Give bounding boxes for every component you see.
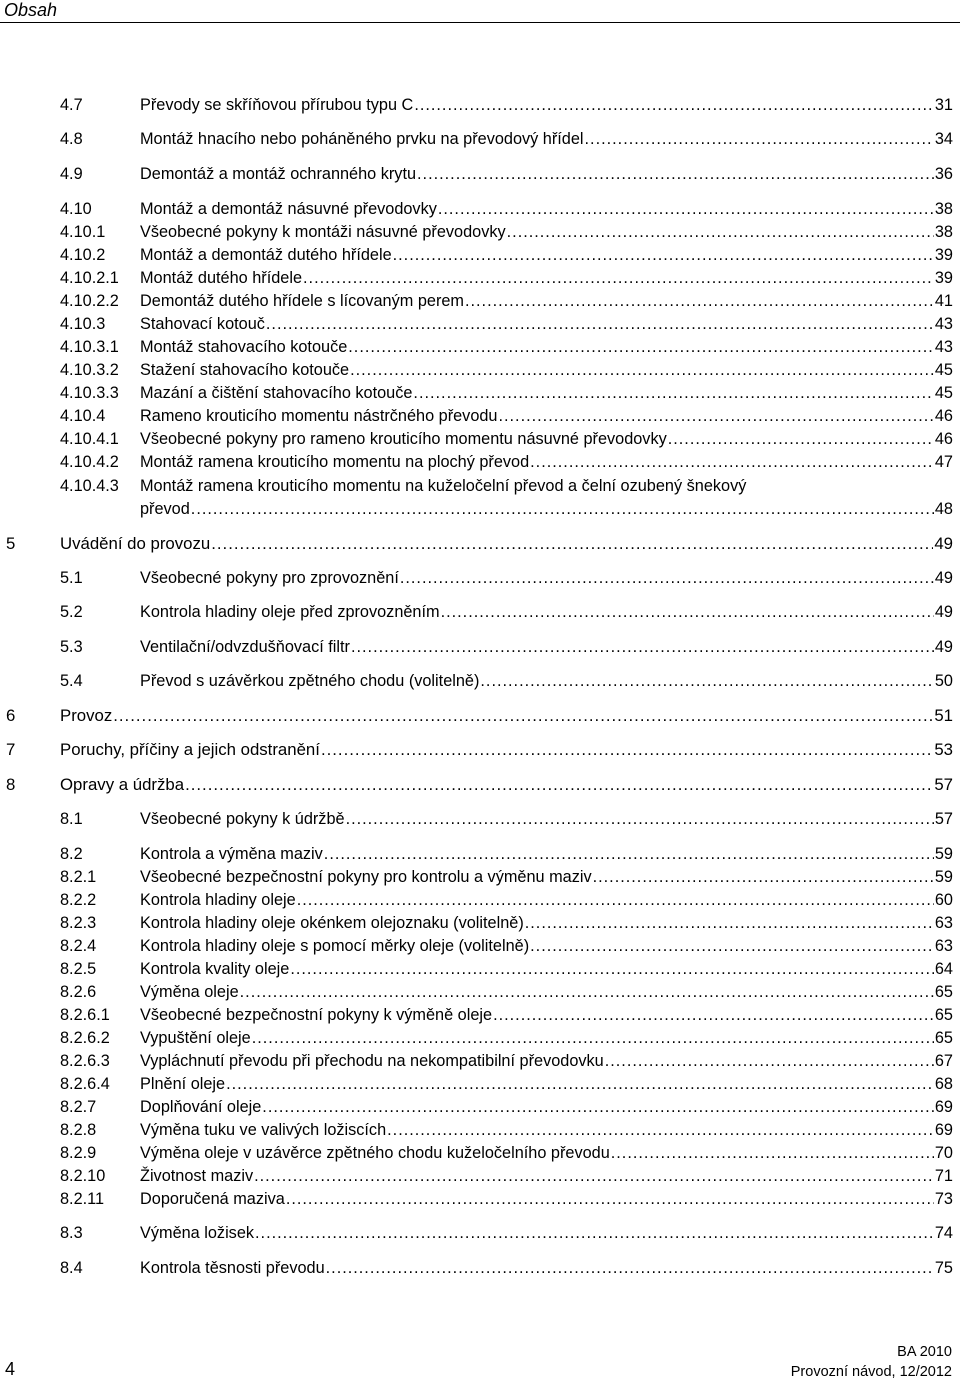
toc-entry-title: Kontrola hladiny oleje okénkem olejoznaku (volitelně) [140,914,524,932]
toc-dot-leader [266,313,934,335]
toc-entry[interactable] [0,843,960,865]
toc-entry-page: 69 [934,1121,953,1139]
toc-entry-page: 39 [934,246,953,264]
toc-entry-number: 8.2.11 [60,1190,105,1208]
toc-entry-title: Všeobecné pokyny k montáži násuvné převodovky [140,223,506,241]
toc-chapter-entry[interactable] [0,774,960,796]
toc-dot-leader [226,1073,934,1095]
toc-entry-line [140,290,953,312]
toc-entry-page: 64 [934,960,953,978]
toc-entry[interactable] [0,1142,960,1164]
toc-entry[interactable] [0,359,960,381]
toc-entry-number: 8.2.9 [60,1144,97,1162]
toc-entry-page: 39 [934,269,953,287]
toc-entry-number: 8.2.8 [60,1121,97,1139]
toc-entry[interactable] [0,451,960,473]
toc-entry-title: Plnění oleje [140,1075,226,1093]
toc-entry[interactable] [0,636,960,658]
toc-dot-leader [303,267,934,289]
toc-entry-number: 8.2.1 [60,868,97,886]
toc-entry-number: 8 [6,775,16,794]
toc-entry-title: Stahovací kotouč [140,315,265,333]
toc-entry-line [140,1096,953,1118]
toc-entry-title: Kontrola hladiny oleje [140,891,296,909]
toc-entry-line [60,774,953,796]
toc-dot-leader [668,428,934,450]
toc-chapter-entry[interactable] [0,533,960,555]
toc-entry-title: Kontrola a výměna maziv [140,845,323,863]
toc-entry[interactable] [0,670,960,692]
toc-entry-line [140,866,953,888]
toc-entry-page: 38 [934,200,953,218]
toc-dot-leader [530,451,934,473]
toc-entry-line [140,1004,953,1026]
toc-entry-number: 4.10.2 [60,246,106,264]
toc-dot-leader [525,912,934,934]
toc-entry-number: 6 [6,706,16,725]
toc-entry[interactable] [0,981,960,1003]
toc-entry[interactable] [0,290,960,312]
toc-entry-page: 50 [934,672,953,690]
toc-entry-number: 8.2.6.2 [60,1029,110,1047]
toc-entry-line [140,912,953,934]
toc-entry-line [60,705,953,727]
toc-entry-page: 36 [934,165,953,183]
toc-entry-page: 34 [934,130,953,148]
toc-entry-line [140,198,953,220]
toc-entry-title: Stažení stahovacího kotouče [140,361,350,379]
toc-entry-title: Všeobecné pokyny k údržbě [140,810,345,828]
toc-entry-line [140,981,953,1003]
toc-entry-number: 4.10.2.1 [60,269,119,287]
toc-entry-line [140,1222,953,1244]
toc-entry-title: Montáž stahovacího kotouče [140,338,348,356]
toc-entry-number: 8.2.6.3 [60,1052,110,1070]
toc-dot-leader [321,739,933,761]
toc-entry-number: 5.2 [60,603,83,621]
toc-entry-page: 48 [934,500,953,518]
toc-entry-number: 4.10.2.2 [60,292,119,310]
toc-entry-title: Všeobecné bezpečnostní pokyny pro kontrolu a výměnu maziv [140,868,592,886]
toc-entry-line [140,359,953,381]
toc-entry[interactable] [0,866,960,888]
toc-entry-line [140,267,953,289]
toc-entry-page: 57 [934,810,953,828]
toc-dot-leader [480,670,933,692]
toc-entry-title: Mazání a čištění stahovacího kotouče [140,384,413,402]
toc-entry-line [140,1142,953,1164]
toc-dot-leader [252,1027,934,1049]
toc-dot-leader [507,221,934,243]
toc-entry[interactable] [0,1165,960,1187]
toc-dot-leader [530,935,934,957]
toc-dot-leader [438,198,934,220]
toc-entry-title: Montáž ramena krouticího momentu na plochý převod [140,453,530,471]
toc-entry[interactable] [0,1027,960,1049]
toc-entry-page: 49 [934,569,953,587]
toc-entry-line [140,636,953,658]
toc-entry-line [140,1027,953,1049]
toc-entry-line [140,221,953,243]
toc-entry-line [140,163,953,185]
toc-entry-page: 65 [934,1006,953,1024]
toc-entry-number: 4.10.3 [60,315,106,333]
toc-entry-title: Převod s uzávěrkou zpětného chodu (volitelně) [140,672,480,690]
toc-dot-leader [348,336,934,358]
toc-entry-title: Demontáž a montáž ochranného krytu [140,165,417,183]
toc-entry[interactable] [0,336,960,358]
toc-entry-number: 8.2.10 [60,1167,106,1185]
toc-entry-number: 8.2 [60,845,83,863]
toc-entry[interactable] [0,935,960,957]
toc-entry[interactable] [0,601,960,623]
toc-entry[interactable] [0,128,960,150]
toc-entry-title: Kontrola kvality oleje [140,960,290,978]
toc-entry[interactable] [0,382,960,404]
toc-entry-number: 4.7 [60,96,83,114]
toc-entry-number: 4.8 [60,130,83,148]
toc-entry-title: Doporučená maziva [140,1190,285,1208]
toc-entry-page: 49 [934,603,953,621]
toc-entry-line [60,739,953,761]
toc-entry[interactable] [0,267,960,289]
toc-entry-page: 53 [934,740,953,759]
toc-dot-leader [585,128,934,150]
toc-entry-number: 8.2.6.4 [60,1075,110,1093]
toc-entry[interactable] [0,958,960,980]
toc-entry-line [140,128,953,150]
toc-entry-page: 51 [934,706,953,725]
toc-entry-title: Montáž ramena krouticího momentu na kuželočelní převod a čelní ozubený šnekový [140,477,747,495]
toc-dot-leader [351,636,934,658]
toc-entry[interactable] [0,1222,960,1244]
toc-dot-leader [297,889,934,911]
toc-entry-page: 45 [934,361,953,379]
toc-entry-line [140,1188,953,1210]
toc-entry-page: 47 [934,453,953,471]
toc-entry-page: 60 [934,891,953,909]
toc-dot-leader [400,567,934,589]
toc-entry[interactable] [0,428,960,450]
toc-entry-title: Kontrola hladiny oleje před zprovozněním [140,603,440,621]
toc-entry-page: 46 [934,407,953,425]
toc-entry-title: Montáž dutého hřídele [140,269,303,287]
toc-dot-leader [413,382,933,404]
toc-entry-line [140,498,953,520]
toc-entry-title: Vypláchnutí převodu při přechodu na nekompatibilní převodovku [140,1052,604,1070]
toc-entry-title: Všeobecné bezpečnostní pokyny k výměně oleje [140,1006,493,1024]
toc-entry[interactable] [0,1004,960,1026]
toc-entry-title: Doplňování oleje [140,1098,262,1116]
toc-entry-page: 57 [934,775,953,794]
toc-entry-page: 49 [934,638,953,656]
toc-entry-title: převod [140,500,190,518]
toc-chapter-entry[interactable] [0,739,960,761]
toc-dot-leader [611,1142,934,1164]
toc-dot-leader [346,808,934,830]
toc-entry[interactable] [0,244,960,266]
toc-entry-line [140,313,953,335]
toc-entry-line [140,336,953,358]
toc-dot-leader [286,1188,934,1210]
toc-entry-line [140,670,953,692]
toc-dot-leader [605,1050,934,1072]
toc-entry-title: Provoz [60,706,113,725]
toc-dot-leader [465,290,934,312]
toc-entry[interactable] [0,498,960,520]
toc-dot-leader [414,94,934,116]
toc-dot-leader [417,163,934,185]
toc-entry-line [140,451,953,473]
toc-entry-number: 4.10 [60,200,92,218]
toc-entry-title: Výměna oleje [140,983,239,1001]
toc-entry-number: 4.10.3.3 [60,384,119,402]
toc-entry-page: 38 [934,223,953,241]
toc-entry-page: 43 [934,315,953,333]
toc-entry-number: 8.2.6 [60,983,97,1001]
toc-entry-title: Demontáž dutého hřídele s lícovaným perem [140,292,464,310]
toc-entry-page: 73 [934,1190,953,1208]
toc-entry[interactable] [0,221,960,243]
toc-dot-leader [493,1004,934,1026]
toc-entry-title: Výměna ložisek [140,1224,255,1242]
toc-entry-line [140,1165,953,1187]
toc-dot-leader [593,866,934,888]
toc-entry-number: 5.1 [60,569,83,587]
toc-entry-page: 31 [934,96,953,114]
toc-entry-number: 4.10.4.2 [60,453,119,471]
toc-dot-leader [441,601,934,623]
toc-entry-line [140,428,953,450]
toc-entry-line [140,1050,953,1072]
toc-dot-leader [262,1096,934,1118]
toc-entry-line [140,808,953,830]
toc-entry-number: 8.1 [60,810,83,828]
toc-entry-page: 63 [934,937,953,955]
toc-entry[interactable] [0,808,960,830]
toc-entry-title: Uvádění do provozu [60,534,211,553]
toc-entry-page: 75 [934,1259,953,1277]
toc-entry-line [140,94,953,116]
footer-doc-info [791,1342,952,1382]
toc-entry-title: Montáž a demontáž dutého hřídele [140,246,392,264]
toc-entry-number: 8.3 [60,1224,83,1242]
footer-page-number: 4 [5,1359,16,1379]
toc-dot-leader [498,405,933,427]
toc-entry-page: 59 [934,868,953,886]
toc-entry-title: Opravy a údržba [60,775,185,794]
toc-entry-line [140,382,953,404]
toc-entry-number: 5 [6,534,16,553]
toc-entry-title: Ventilační/odvzdušňovací filtr [140,638,350,656]
toc-entry-line [140,958,953,980]
toc-entry-line [140,475,953,497]
toc-dot-leader [350,359,934,381]
toc-entry-line [140,601,953,623]
toc-entry-page: 46 [934,430,953,448]
toc-dot-leader [254,1165,934,1187]
toc-entry[interactable] [0,1257,960,1279]
toc-entry[interactable] [0,475,960,497]
toc-entry[interactable] [0,1096,960,1118]
toc-entry-number: 4.10.1 [60,223,106,241]
toc-entry-line [140,1073,953,1095]
toc-entry-page: 70 [934,1144,953,1162]
toc-dot-leader [185,774,933,796]
toc-entry[interactable] [0,163,960,185]
toc-entry-number: 8.2.4 [60,937,97,955]
toc-entry-number: 8.2.7 [60,1098,97,1116]
toc-entry-number: 7 [6,740,16,759]
toc-entry-line [140,1257,953,1279]
toc-entry-page: 69 [934,1098,953,1116]
toc-dot-leader [113,705,933,727]
toc-entry[interactable] [0,405,960,427]
toc-entry[interactable] [0,198,960,220]
toc-entry-line [140,935,953,957]
toc-entry[interactable] [0,1073,960,1095]
toc-entry-number: 8.2.3 [60,914,97,932]
toc-entry-number: 8.2.6.1 [60,1006,110,1024]
toc-entry-page: 71 [934,1167,953,1185]
toc-entry-line [140,843,953,865]
toc-entry-line [140,889,953,911]
toc-entry-title: Rameno krouticího momentu nástrčného převodu [140,407,498,425]
toc-entry-page: 67 [934,1052,953,1070]
toc-entry-page: 65 [934,983,953,1001]
toc-entry-number: 8.4 [60,1259,83,1277]
toc-entry-number: 4.10.3.2 [60,361,119,379]
toc-entry-title: Životnost maziv [140,1167,254,1185]
toc-entry-page: 41 [934,292,953,310]
toc-entry-line [60,533,953,555]
footer-doc-title: Provozní návod, 12/2012 [790,1364,952,1380]
toc-entry-number: 4.9 [60,165,83,183]
toc-entry[interactable] [0,567,960,589]
toc-entry-line [140,405,953,427]
toc-entry-number: 4.10.4.1 [60,430,119,448]
toc-entry[interactable] [0,313,960,335]
toc-entry-number: 4.10.3.1 [60,338,119,356]
toc-entry-page: 68 [934,1075,953,1093]
toc-entry-number: 5.3 [60,638,83,656]
toc-entry-title: Poruchy, příčiny a jejich odstranění [60,740,320,759]
toc-entry-title: Všeobecné pokyny pro zprovoznění [140,569,399,587]
toc-dot-leader [211,533,933,555]
toc-entry[interactable] [0,1050,960,1072]
toc-entry-title: Všeobecné pokyny pro rameno krouticího momentu násuvné převodovky [140,430,667,448]
toc-entry[interactable] [0,1119,960,1141]
toc-entry-number: 4.10.4 [60,407,106,425]
toc-entry-page: 59 [934,845,953,863]
toc-entry-line [140,1119,953,1141]
toc-entry-title: Výměna oleje v uzávěrce zpětného chodu kuželočelního převodu [140,1144,610,1162]
toc-entry-page: 65 [934,1029,953,1047]
toc-entry-title: Výměna tuku ve valivých ložiscích [140,1121,387,1139]
toc-entry-number: 8.2.5 [60,960,97,978]
toc-entry-page: 63 [934,914,953,932]
toc-entry[interactable] [0,94,960,116]
toc-dot-leader [240,981,934,1003]
toc-entry-title: Vypuštění oleje [140,1029,251,1047]
toc-dot-leader [290,958,934,980]
toc-entry-number: 8.2.2 [60,891,97,909]
toc-entry-number: 5.4 [60,672,83,690]
toc-entry-line [140,244,953,266]
toc-dot-leader [324,843,934,865]
toc-entry-title: Kontrola těsnosti převodu [140,1259,325,1277]
toc-entry-line [140,567,953,589]
toc-dot-leader [255,1222,934,1244]
toc-entry-page: 45 [934,384,953,402]
toc-entry-number: 4.10.4.3 [60,477,119,495]
toc-dot-leader [387,1119,934,1141]
toc-entry[interactable] [0,1188,960,1210]
toc-entry-title: Převody se skříňovou přírubou typu C [140,96,414,114]
toc-entry-title: Montáž hnacího nebo poháněného prvku na převodový hřídel [140,130,584,148]
toc-dot-leader [191,498,934,520]
footer-doc-code: BA 2010 [897,1344,952,1360]
toc-entry-page: 43 [934,338,953,356]
toc-entry-title: Montáž a demontáž násuvné převodovky [140,200,437,218]
toc-chapter-entry[interactable] [0,705,960,727]
toc-entry-page: 49 [934,534,953,553]
toc-entry[interactable] [0,912,960,934]
toc-entry[interactable] [0,889,960,911]
toc-dot-leader [393,244,934,266]
toc-entry-title: Kontrola hladiny oleje s pomocí měrky oleje (volitelně) [140,937,530,955]
toc-dot-leader [326,1257,934,1279]
toc-entry-page: 74 [934,1224,953,1242]
header-title: Obsah [4,0,58,20]
